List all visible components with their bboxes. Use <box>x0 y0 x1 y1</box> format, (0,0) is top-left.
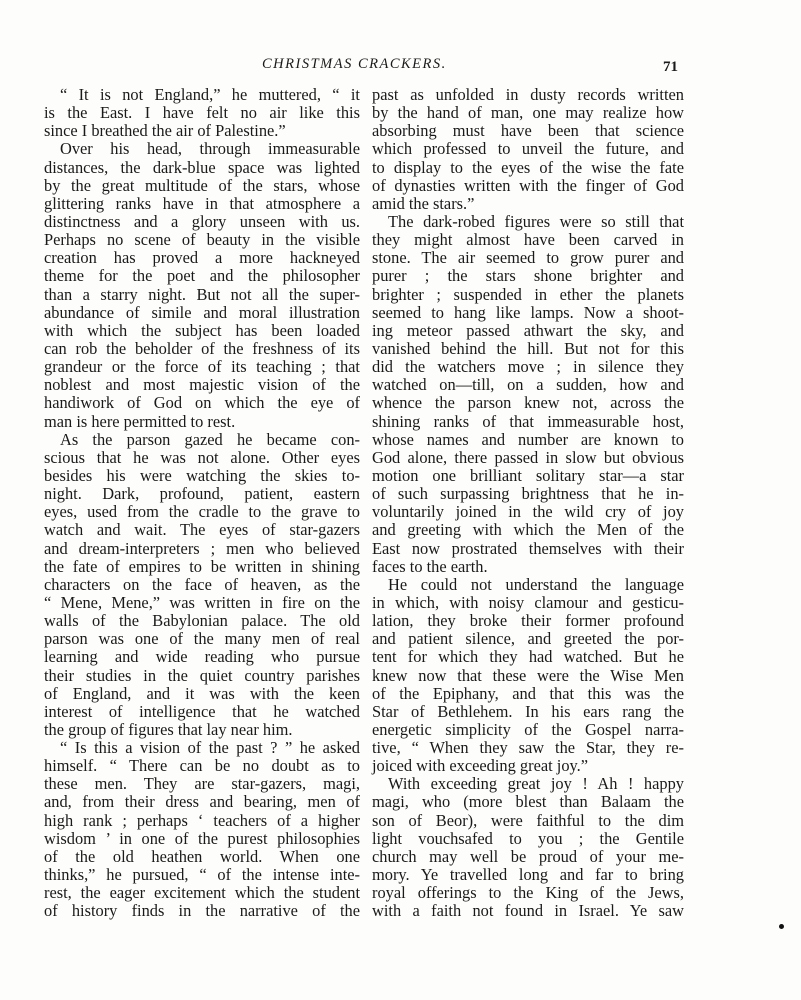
text-line: high rank ; perhaps ‘ teachers of a higher <box>44 810 360 830</box>
text-line: vanished behind the hill. But not for this <box>372 338 684 358</box>
running-title: CHRISTMAS CRACKERS. <box>262 56 447 72</box>
text-line: distances, the dark-blue space was lighted <box>44 157 360 177</box>
text-line: interest of intelligence that he watched <box>44 701 360 721</box>
text-line: East now prostrated themselves with their <box>372 538 684 558</box>
text-line: since I breathed the air of Palestine.” <box>44 121 286 141</box>
text-line: the group of figures that lay near him. <box>44 719 293 739</box>
text-line: joiced with exceeding great joy.” <box>372 756 589 776</box>
text-line: to display to the eyes of the wise the fate <box>372 157 684 177</box>
text-line: thinks,” he pursued, “ of the intense inte- <box>44 865 360 885</box>
text-line: tent for which they had watched. But he <box>372 647 684 667</box>
text-line: is the East. I have felt no air like this <box>44 103 360 123</box>
text-line: learning and wide reading who pursue <box>44 647 360 667</box>
text-line: and dream-interpreters ; men who believed <box>44 538 360 558</box>
text-line: parson was one of the many men of real <box>44 629 360 649</box>
text-line: noblest and most majestic vision of the <box>44 375 360 395</box>
text-line: “ Is this a vision of the past ? ” he asked <box>60 738 360 758</box>
text-line: shining ranks of that immeasurable host, <box>372 411 684 431</box>
text-line: With exceeding great joy ! Ah ! happy <box>388 774 684 794</box>
text-line: amid the stars.” <box>372 193 475 213</box>
text-line: The dark-robed figures were so still that <box>388 211 684 231</box>
text-line: himself. “ There can be no doubt as to <box>44 756 360 776</box>
right-column <box>372 86 684 920</box>
text-line: ing meteor passed athwart the sky, and <box>372 320 684 340</box>
text-line: absorbing must have been that science <box>372 121 684 141</box>
text-line: “ Mene, Mene,” was written in fire on the <box>44 592 360 612</box>
text-line: the fate of empires to be written in shining <box>44 556 360 576</box>
text-line: night. Dark, profound, patient, eastern <box>44 484 360 504</box>
text-line: knew now that these were the Wise Men <box>372 665 684 685</box>
text-line: and, from their dress and bearing, men of <box>44 792 360 812</box>
text-line: characters on the face of heaven, as the <box>44 574 360 594</box>
text-line: eyes, used from the cradle to the grave to <box>44 502 360 522</box>
text-line: they might almost have been carved in <box>372 230 684 250</box>
text-line: with which the subject has been loaded <box>44 320 360 340</box>
text-line: tive, “ When they saw the Star, they re- <box>372 738 684 758</box>
text-line: scious that he was not alone. Other eyes <box>44 447 360 467</box>
text-line: glittering ranks have in that atmosphere a <box>44 193 360 213</box>
text-line: Star of Bethlehem. In his ears rang the <box>372 701 684 721</box>
text-line: whose names and number are known to <box>372 429 684 449</box>
text-line: man is here permitted to rest. <box>44 411 236 431</box>
text-line: than a starry night. But not all the super- <box>44 284 360 304</box>
text-line: past as unfolded in dusty records written <box>372 85 684 104</box>
text-line: in which, with noisy clamour and gesticu- <box>372 592 684 612</box>
text-line: energetic simplicity of the Gospel narra- <box>372 719 684 739</box>
text-line: purer ; the stars shone brighter and <box>372 266 684 286</box>
text-line: He could not understand the language <box>388 574 684 594</box>
text-line: besides his were watching the skies to- <box>44 465 360 485</box>
text-line: of the old heathen world. When one <box>44 846 360 866</box>
text-line: motion one brilliant solitary star—a star <box>372 465 684 485</box>
text-line: son of Beor), were faithful to the dim <box>372 810 684 830</box>
text-line: brighter ; suspended in ether the planets <box>372 284 684 304</box>
text-line: of such surpassing brightness that he in- <box>372 484 684 504</box>
text-line: “ It is not England,” he muttered, “ it <box>60 85 360 104</box>
ink-speck <box>779 924 784 929</box>
text-line: lation, they broke their former profound <box>372 611 684 631</box>
text-line: Over his head, through immeasurable <box>60 139 360 159</box>
text-line: did the watchers move ; in silence they <box>372 357 684 377</box>
page-header <box>0 56 801 80</box>
text-line: rest, the eager excitement which the student <box>44 883 360 903</box>
text-line: handiwork of God on which the eye of <box>44 393 360 413</box>
text-line: royal offerings to the King of the Jews, <box>372 883 684 903</box>
text-line: by the hand of man, one may realize how <box>372 103 684 123</box>
text-line: and greeting with which the Men of the <box>372 520 684 540</box>
text-line: of the Epiphany, and that this was the <box>372 683 684 703</box>
text-line: of history finds in the narrative of the <box>44 901 360 921</box>
text-line: whence the parson knew not, across the <box>372 393 684 413</box>
text-line: with a faith not found in Israel. Ye saw <box>372 901 684 921</box>
text-line: God alone, there passed in slow but obvious <box>372 447 684 467</box>
text-line: by the great multitude of the stars, whose <box>44 175 360 195</box>
text-line: magi, who (more blest than Balaam the <box>372 792 684 812</box>
text-line: seemed to hang like lamps. Now a shoot- <box>372 302 684 322</box>
text-line: their studies in the quiet country parishes <box>44 665 360 685</box>
text-line: Perhaps no scene of beauty in the visible <box>44 230 360 250</box>
text-line: of England, and it was with the keen <box>44 683 360 703</box>
text-line: abundance of simile and moral illustration <box>44 302 360 322</box>
text-line: and patient silence, and greeted the por- <box>372 629 684 649</box>
text-line: creation has proved a more hackneyed <box>44 248 360 268</box>
text-line: voluntarily joined in the wild cry of joy <box>372 502 684 522</box>
text-line: of dynasties written with the finger of God <box>372 175 684 195</box>
text-line: stone. The air seemed to grow purer and <box>372 248 684 268</box>
text-line: church may well be proud of your me- <box>372 846 684 866</box>
left-column <box>44 86 360 920</box>
text-line: watched on—till, on a sudden, how and <box>372 375 684 395</box>
text-line: watch and wait. The eyes of star-gazers <box>44 520 360 540</box>
text-line: mory. Ye travelled long and far to bring <box>372 865 684 885</box>
text-line: can rob the beholder of the freshness of its <box>44 338 360 358</box>
text-line: wisdom ’ in one of the purest philosophies <box>44 828 360 848</box>
text-line: grandeur or the force of its teaching ; that <box>44 357 360 377</box>
text-line: As the parson gazed he became con- <box>60 429 360 449</box>
text-line: walls of the Babylonian palace. The old <box>44 611 360 631</box>
text-line: faces to the earth. <box>372 556 488 576</box>
text-line: light vouchsafed to you ; the Gentile <box>372 828 684 848</box>
text-line: these men. They are star-gazers, magi, <box>44 774 360 794</box>
text-line: which professed to unveil the future, and <box>372 139 684 159</box>
page-number: 71 <box>663 59 678 75</box>
text-line: distinctness and a glory unseen with us. <box>44 211 360 231</box>
text-line: theme for the poet and the philosopher <box>44 266 360 286</box>
